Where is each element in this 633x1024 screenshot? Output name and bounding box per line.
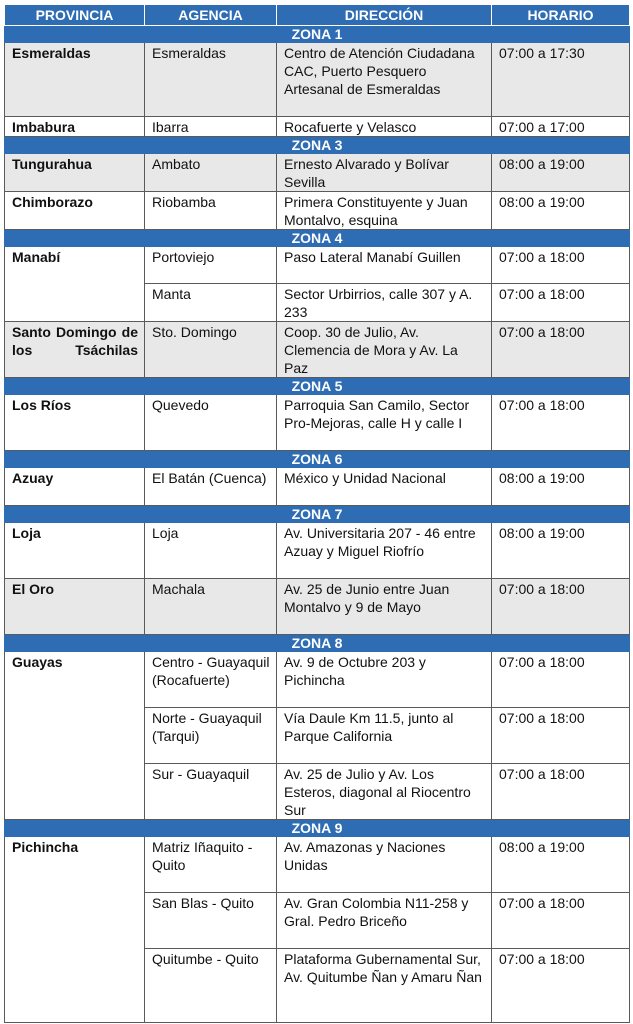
table-row bbox=[5, 192, 630, 230]
zone-row bbox=[5, 378, 630, 395]
zone-row bbox=[5, 230, 630, 247]
table-row bbox=[5, 652, 630, 708]
table-row bbox=[5, 523, 630, 579]
agency-cell: Quitumbe - Quito bbox=[145, 949, 277, 1023]
hours-cell: 07:00 a 18:00 bbox=[492, 708, 630, 764]
agency-cell: Machala bbox=[145, 579, 277, 635]
agency-cell: San Blas - Quito bbox=[145, 893, 277, 949]
address-cell: Av. 25 de Junio entre Juan Montalvo y 9 de Mayo bbox=[277, 579, 492, 635]
province-cell: Guayas bbox=[5, 652, 145, 820]
table-row bbox=[5, 247, 630, 284]
agency-cell: Sur - Guayaquil bbox=[145, 764, 277, 820]
hours-cell: 07:00 a 18:00 bbox=[492, 949, 630, 1023]
agency-cell: Loja bbox=[145, 523, 277, 579]
address-cell: Plataforma Gubernamental Sur, Av. Quitumbe Ñan y Amaru Ñan bbox=[277, 949, 492, 1023]
hours-cell: 07:00 a 17:00 bbox=[492, 117, 630, 137]
agency-cell: Centro - Guayaquil (Rocafuerte) bbox=[145, 652, 277, 708]
header-provincia: PROVINCIA bbox=[5, 5, 145, 26]
hours-cell: 08:00 a 19:00 bbox=[492, 192, 630, 230]
table-row bbox=[5, 395, 630, 451]
zone-title: ZONA 1 bbox=[5, 26, 630, 43]
province-cell: Tungurahua bbox=[5, 154, 145, 192]
address-cell: Sector Urbirrios, calle 307 y A. 233 bbox=[277, 284, 492, 322]
address-cell: Parroquia San Camilo, Sector Pro-Mejoras, calle H y calle I bbox=[277, 395, 492, 451]
province-cell: Azuay bbox=[5, 468, 145, 506]
address-cell: Ernesto Alvarado y Bolívar Sevilla bbox=[277, 154, 492, 192]
province-cell: El Oro bbox=[5, 579, 145, 635]
zone-row bbox=[5, 506, 630, 523]
zone-row bbox=[5, 820, 630, 837]
agency-cell: Matriz Iñaquito - Quito bbox=[145, 837, 277, 893]
header-horario: HORARIO bbox=[492, 5, 630, 26]
address-cell: Primera Constituyente y Juan Montalvo, esquina bbox=[277, 192, 492, 230]
agency-cell: Ambato bbox=[145, 154, 277, 192]
hours-cell: 07:00 a 18:00 bbox=[492, 247, 630, 284]
agency-cell: Esmeraldas bbox=[145, 43, 277, 117]
hours-cell: 07:00 a 18:00 bbox=[492, 764, 630, 820]
hours-cell: 07:00 a 18:00 bbox=[492, 579, 630, 635]
agency-cell: Ibarra bbox=[145, 117, 277, 137]
province-cell: Imbabura bbox=[5, 117, 145, 137]
address-cell: Paso Lateral Manabí Guillen bbox=[277, 247, 492, 284]
hours-cell: 07:00 a 18:00 bbox=[492, 395, 630, 451]
address-cell: Av. 9 de Octubre 203 y Pichincha bbox=[277, 652, 492, 708]
zone-row bbox=[5, 26, 630, 43]
agency-cell: Norte - Guayaquil (Tarqui) bbox=[145, 708, 277, 764]
hours-cell: 07:00 a 18:00 bbox=[492, 652, 630, 708]
zone-title: ZONA 7 bbox=[5, 506, 630, 523]
agency-cell: Manta bbox=[145, 284, 277, 322]
address-cell: Av. Gran Colombia N11-258 y Gral. Pedro Briceño bbox=[277, 893, 492, 949]
table-row bbox=[5, 117, 630, 137]
province-cell: Pichincha bbox=[5, 837, 145, 1023]
table-row bbox=[5, 322, 630, 378]
agency-cell: Quevedo bbox=[145, 395, 277, 451]
table-row bbox=[5, 837, 630, 893]
province-cell: Chimborazo bbox=[5, 192, 145, 230]
zone-title: ZONA 3 bbox=[5, 137, 630, 154]
table-header-row bbox=[5, 5, 630, 26]
hours-cell: 07:00 a 18:00 bbox=[492, 893, 630, 949]
zone-title: ZONA 9 bbox=[5, 820, 630, 837]
hours-cell: 08:00 a 19:00 bbox=[492, 837, 630, 893]
table-row bbox=[5, 154, 630, 192]
address-cell: Av. Universitaria 207 - 46 entre Azuay y Miguel Riofrío bbox=[277, 523, 492, 579]
table-row bbox=[5, 468, 630, 506]
address-cell: Av. Amazonas y Naciones Unidas bbox=[277, 837, 492, 893]
address-cell: Coop. 30 de Julio, Av. Clemencia de Mora y Av. La Paz bbox=[277, 322, 492, 378]
agency-cell: El Batán (Cuenca) bbox=[145, 468, 277, 506]
hours-cell: 07:00 a 17:30 bbox=[492, 43, 630, 117]
zone-row bbox=[5, 137, 630, 154]
address-cell: México y Unidad Nacional bbox=[277, 468, 492, 506]
province-cell: Esmeraldas bbox=[5, 43, 145, 117]
hours-cell: 07:00 a 18:00 bbox=[492, 284, 630, 322]
zone-title: ZONA 5 bbox=[5, 378, 630, 395]
address-cell: Centro de Atención Ciudadana CAC, Puerto Pesquero Artesanal de Esmeraldas bbox=[277, 43, 492, 117]
agencies-table bbox=[4, 4, 630, 1023]
table-row bbox=[5, 43, 630, 117]
agency-cell: Sto. Domingo bbox=[145, 322, 277, 378]
zone-title: ZONA 4 bbox=[5, 230, 630, 247]
province-cell: Manabí bbox=[5, 247, 145, 322]
hours-cell: 08:00 a 19:00 bbox=[492, 154, 630, 192]
hours-cell: 08:00 a 19:00 bbox=[492, 523, 630, 579]
zone-title: ZONA 8 bbox=[5, 635, 630, 652]
zone-row bbox=[5, 635, 630, 652]
province-cell: Loja bbox=[5, 523, 145, 579]
header-direccion: DIRECCIÓN bbox=[277, 5, 492, 26]
header-agencia: AGENCIA bbox=[145, 5, 277, 26]
agency-cell: Riobamba bbox=[145, 192, 277, 230]
address-cell: Vía Daule Km 11.5, junto al Parque California bbox=[277, 708, 492, 764]
agency-cell: Portoviejo bbox=[145, 247, 277, 284]
zone-title: ZONA 6 bbox=[5, 451, 630, 468]
address-cell: Rocafuerte y Velasco bbox=[277, 117, 492, 137]
zone-row bbox=[5, 451, 630, 468]
province-cell: Santo Domingo de los Tsáchilas bbox=[5, 322, 145, 378]
address-cell: Av. 25 de Julio y Av. Los Esteros, diagonal al Riocentro Sur bbox=[277, 764, 492, 820]
province-cell: Los Ríos bbox=[5, 395, 145, 451]
hours-cell: 08:00 a 19:00 bbox=[492, 468, 630, 506]
hours-cell: 07:00 a 18:00 bbox=[492, 322, 630, 378]
table-row bbox=[5, 579, 630, 635]
